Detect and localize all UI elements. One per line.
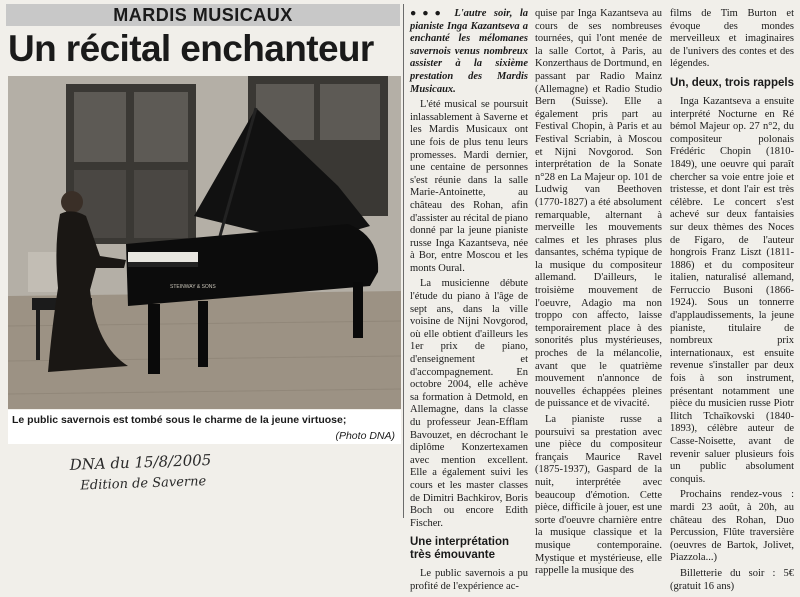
paragraph: La musicienne débute l'étude du piano à l'âge de sept ans, dans la ville voisine de Nijni Novgorod, où elle obtient d'ailleurs les 1er prix de piano, d'enseignement et d'accompagnement. En octobre 2004, elle achève sa formation à Detmold, en Allemagne, dans la classe du professeur Jean-Efflam Bavouzet, en décrochant le diplôme Konzertexamen avec mention excellent. Elle a également suivi les cours et les master classes de Dimitri Bachkirov, Boris Boch ou encore Edith Fischer. [410, 278, 528, 529]
photo-illustration [8, 76, 401, 409]
handwritten-edition: Edition de Saverne [80, 474, 207, 494]
paragraph: Billetterie du soir : 5€ (gratuit 16 ans) [670, 567, 794, 592]
lead-paragraph [410, 8, 528, 96]
column-divider [403, 4, 404, 518]
paragraph: quise par Inga Kazantseva au cours de ses nombreuses tournées, qui l'ont menée de la salle Cortot, à Paris, au Konzerthaus de Dortmund, en passant par Radio Mainz (Allemagne) et Radio Studio Bern (Suisse). Elle a également pris part au Festival Chopin, à Paris et au Festival Scriabin, à Moscou et Nijni Novgorod. Son interprétation de la Sonate n°28 en La Majeur op. 101 de Ludwig van Beethoven (1770-1827) a été absolument remarquable, alternant à merveille les mouvements calmes et les phrases plus dansantes, schéma typique de la musique du compositeur allemand. D'ailleurs, le troisième mouvement de l'oeuvre, Adagio ma non troppo con affecto, laisse temporairement place à des sonorités plus mystérieuses, proches de la mélancolie, avant que le quatrième mouvement n'annonce de nouvelles échappées pleines de puissance et de vivacité. [535, 8, 662, 410]
paragraph: Inga Kazantseva a ensuite interprété Nocturne en Ré bémol Majeur op. 27 n°2, du compositeur polonais Frédéric Chopin (1810-1849), une oeuvre qui paraît chercher sa voie entre joie et tristesse, et dont l'air est très célèbre. Le concert s'est achevé sur deux fantaisies sur deux thèmes des Noces de Figaro, de l'auteur hongrois Franz Liszt (1811-1886) et du compositeur italien, naturalisé allemand, Ferruccio Busoni (1866-1924). Sous un tonnerre d'applaudissements, la jeune pianiste, titulaire de nombreux prix internationaux, est ensuite revenue s'installer par deux fois à son instrument, présentant notamment une pièce du musicien russe Piotr Ilitch Tchaïkovski (1840-1893), célèbre auteur de Casse-Noisette, avant de revenir saluer plusieurs fois un public absolument conquis. [670, 95, 794, 485]
article-column-2 [535, 8, 662, 581]
concert-photo [8, 76, 401, 409]
photo-caption [8, 410, 401, 444]
paragraph: Prochains rendez-vous : mardi 23 août, à 20h, au château des Rohan, Duo Percussion, Flûte traversière (oeuvres de Bartok, Jolivet, Piazzola...) [670, 489, 794, 564]
piano-brand: STEINWAY & SONS [170, 284, 216, 290]
lead-bullets: ●●● [410, 8, 447, 19]
article-column-1 [410, 8, 528, 597]
lead-text: L'autre soir, la pianiste Inga Kazantseva a enchanté les mélomanes savernois venus nombreux assister à la sixième prestation des Mardis Musicaux. [410, 8, 529, 95]
paragraph: La pianiste russe a poursuivi sa prestation avec une pièce du compositeur français Maurice Ravel (1875-1937), Gaspard de la nuit, interprétée avec beaucoup d'émotion. Cette pièce, difficile à jouer, est une sorte d'oeuvre charnière entre la musique classique et la musique contemporaine. Mystique et mystérieuse, elle rappelle la musique des [535, 414, 662, 577]
paragraph: films de Tim Burton et évoque des mondes merveilleux et imaginaires de l'univers des contes et des légendes. [670, 8, 794, 70]
paragraph: L'été musical se poursuit inlassablement à Saverne et les Mardis Musicaux ont une fois de plus tenu leurs promesses. Mardi dernier, une centaine de personnes s'est réunie dans la salle Marie-Antoinette, au château des Rohan, afin d'assister au récital de piano donné par la jeune pianiste russe Inga Kazantseva, née à Bor, entre Moscou et les monts Oural. [410, 99, 528, 274]
article-column-3 [670, 8, 794, 596]
photo-credit: (Photo DNA) [335, 430, 395, 442]
paragraph: Le public savernois a pu profité de l'expérience ac- [410, 568, 528, 592]
subheading: Un, deux, trois rappels [670, 76, 794, 89]
section-rubric: MARDIS MUSICAUX [6, 4, 400, 26]
subheading: Une interprétation très émouvante [410, 536, 510, 562]
headline: Un récital enchanteur [8, 28, 374, 69]
caption-text: Le public savernois est tombé sous le charme de la jeune virtuose; [12, 414, 347, 426]
handwritten-date: DNA du 15/8/2005 [69, 450, 212, 474]
handwritten-note [69, 446, 290, 498]
